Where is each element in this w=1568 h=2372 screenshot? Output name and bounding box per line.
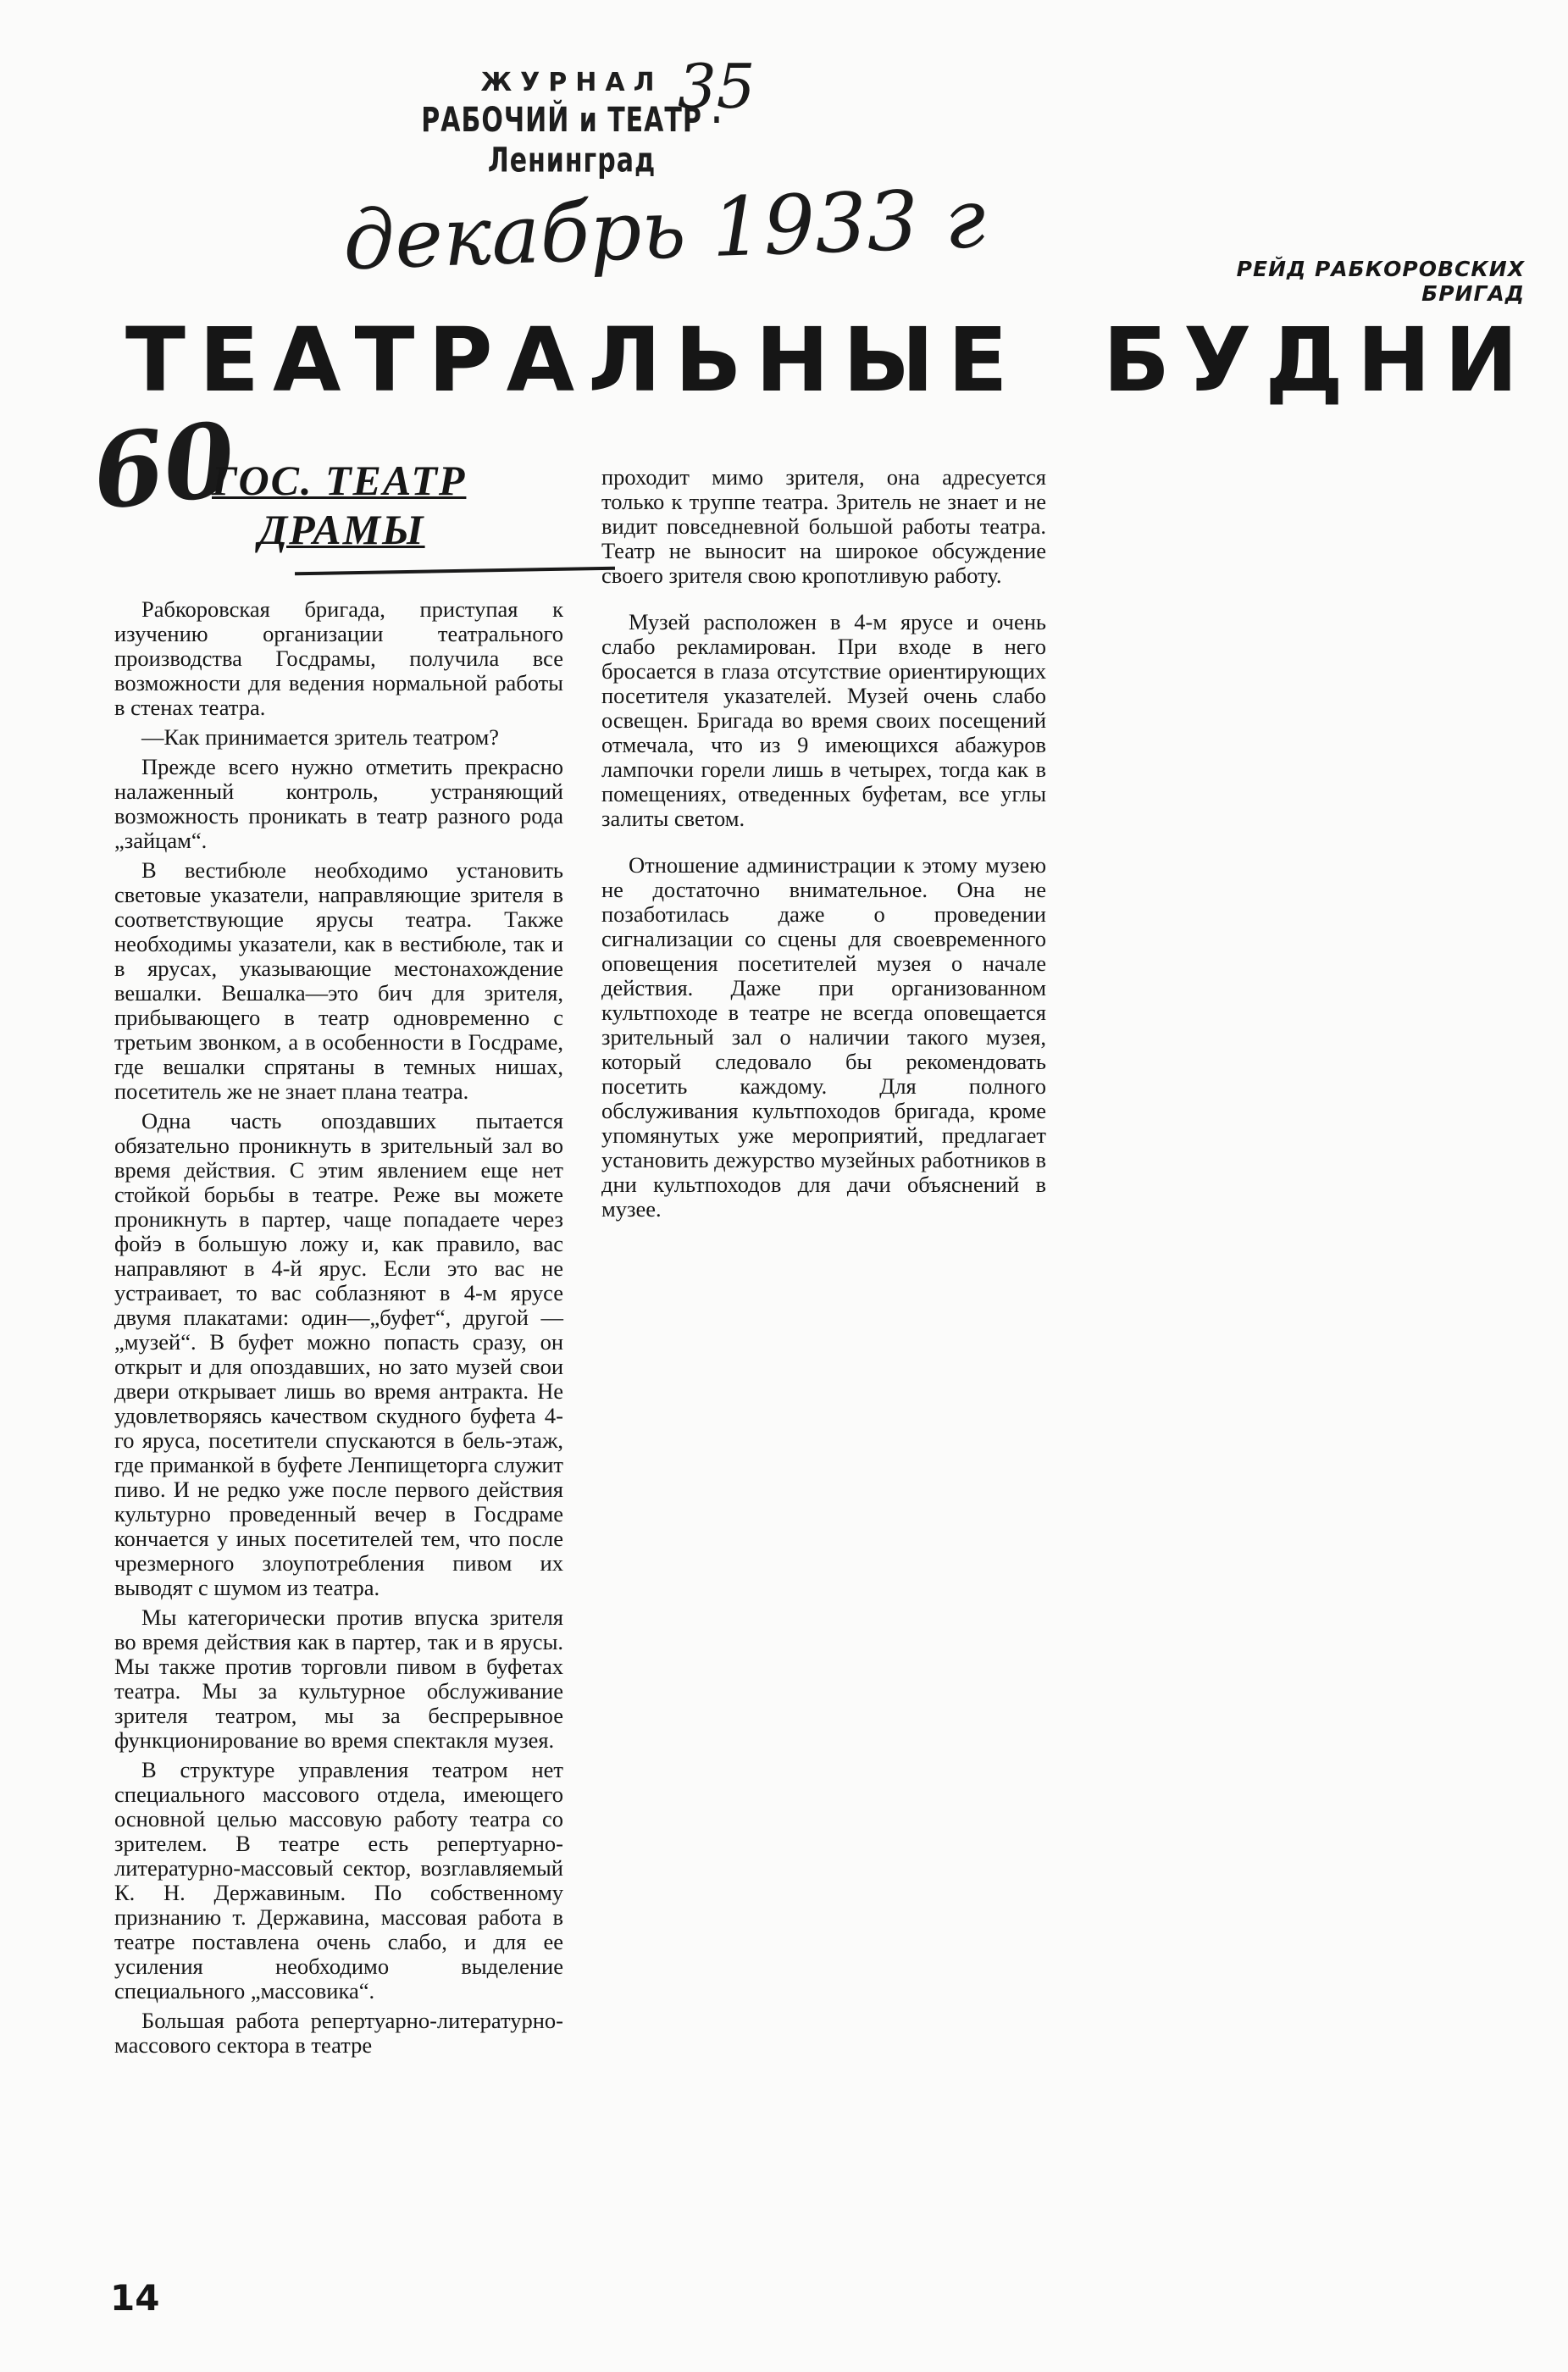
- subhead-line-1: ГОС. ТЕАТР: [212, 457, 467, 504]
- paragraph: проходит мимо зрителя, она адресуется только к труппе театра. Зритель не знает и не видит повседневной большой работы театра. Театр не выносит на широкое обсуждение своего зрителя свою кропотливую работу.: [601, 464, 1046, 588]
- article-column-1: [114, 597, 563, 2063]
- subhead-line-2: ДРАМЫ: [258, 506, 425, 553]
- paragraph: Отношение администрации к этому музею не достаточно внимательное. Она не позаботилась даже о проведении сигнализации со сцены для своевременного оповещения посетителей музея о начале действия. Даже при организованном культпоходе в театре не всегда оповещается зрительный зал о наличии такого музея, который следовало бы рекомендовать посетить каждому. Для полного обслуживания культпоходов бригада, кроме упомянутых уже мероприятий, предлагает установить дежурство музейных работников в дни культпоходов для дачи объяснений в музее.: [601, 852, 1046, 1222]
- handwritten-date: декабрь 1933 г: [341, 170, 988, 289]
- paragraph: Большая работа репертуарно-литературно-массового сектора в театре: [114, 2008, 563, 2058]
- paragraph: Рабкоровская бригада, приступая к изучению организации театрального производства Госдрамы, получила все возможности для ведения нормальной работы в стенах театра.: [114, 596, 563, 720]
- paragraph: —Как принимается зритель театром?: [141, 724, 500, 750]
- subhead-rule: [295, 567, 615, 576]
- article-subhead: [212, 456, 466, 554]
- handwritten-issue-number: 35: [678, 51, 756, 122]
- section-label: РЕЙД РАБКОРОВСКИХ БРИГАД: [1236, 257, 1525, 306]
- article-column-2: [601, 465, 1046, 1244]
- title-word-2: БУДНИ: [1102, 308, 1532, 412]
- paragraph: В структуре управления театром нет специального массового отдела, имеющего основной целью массовую работу театра со зрителем. В театре есть репертуарно-литературно-массовый сектор, возглавляемый К. Н. Державиным. По собственному признанию т. Державина, массовая работа в театре поставлена очень слабо, и для ее усиления необходимо выделение специального „массовика“.: [114, 1757, 563, 2003]
- paragraph: Одна часть опоздавших пытается обязательно проникнуть в зрительный зал во время действия. С этим явлением еще нет стойкой борьбы в театре. Реже вы можете проникнуть в партер, чаще попадаете через фойэ в большую ложу и, как правило, вас направляют в 4-й ярус. Если это вас не устраивает, то вас соблазняют в 4-м ярусе двумя плакатами: один—„буфет“, другой — „музей“. В буфет можно попасть сразу, он открыт и для опоздавших, но зато музей свои двери открывает лишь во время антракта. Не удовлетворяясь качеством скудного буфета 4-го яруса, посетители спускаются в бель-этаж, где приманкой в буфете Ленпищеторга служит пиво. И не редко уже после первого действия культурно проведенный вечер в Госдраме кончается у иных посетителей тем, что после чрезмерного злоупотребления пивом их выводят с шумом из театра.: [114, 1108, 563, 1600]
- title-word-1: ТЕАТРАЛЬНЫЕ: [125, 308, 1022, 412]
- stamp-journal-label: ЖУРНАЛ: [480, 68, 663, 97]
- paragraph: Музей расположен в 4-м ярусе и очень слабо рекламирован. При входе в него бросается в глаза отсутствие ориентирующих посетителя указателей. Музей очень слабо освещен. Бригада во время своих посещений отмечала, что из 9 имеющихся абажуров лампочки горели лишь в четырех, тогда как в помещениях, отведенных буфетам, все углы залиты светом.: [601, 609, 1046, 831]
- handwritten-margin-mark: 60: [87, 399, 241, 534]
- stamp-journal-name: РАБОЧИЙ и ТЕАТР · Ленинград: [421, 100, 723, 181]
- page-title: [125, 309, 1532, 411]
- paragraph: В вестибюле необходимо установить световые указатели, направляющие зрителя в соответствующие ярусы театра. Также необходимы указатели, как в вестибюле, так и в ярусах, указывающие местонахождение вешалки. Вешалка—это бич для зрителя, прибывающего в театр одновременно с третьим звонком, а в особенности в Госдраме, где вешалки спрятаны в темных нишах, посетитель же не знает плана театра.: [114, 857, 563, 1104]
- paragraph: Прежде всего нужно отметить прекрасно налаженный контроль, устраняющий возможность проникать в театр разного рода „зайцам“.: [114, 754, 563, 853]
- page-number: 14: [110, 2277, 160, 2319]
- paragraph: Мы категорически против впуска зрителя во время действия как в партер, так и в ярусы. Мы также против торговли пивом в буфетах театра. Мы за культурное обслуживание зрителя театром, мы за беспрерывное функционирование во время спектакля музея.: [114, 1604, 563, 1753]
